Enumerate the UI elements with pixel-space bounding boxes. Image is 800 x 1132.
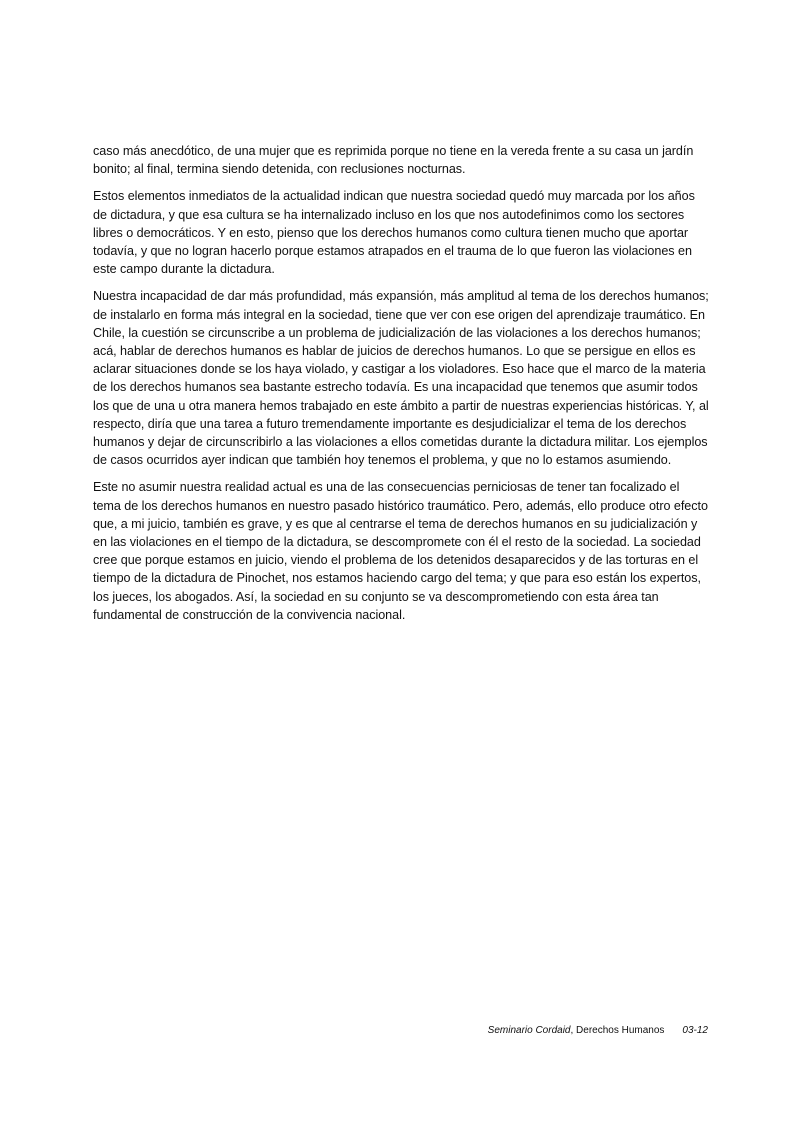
paragraph-4: Este no asumir nuestra realidad actual es una de las consecuencias perniciosas de tener tan focalizado el tema de los derechos humanos en nuestro pasado histórico traumático. Pero, además, ello produce otro efecto que, a mi juicio, también es grave, y es que al centrarse el tema de derechos humanos en su judicialización y en las violaciones en el tiempo de la dictadura, se descompromete con él el resto de la sociedad. La sociedad cree que porque estamos en juicio, viendo el problema de los detenidos desaparecidos y de las torturas en el tiempo de la dictadura de Pinochet, nos estamos haciendo cargo del tema; y que para eso están los expertos, los jueces, los abogados. Así, la sociedad en su conjunto se va descomprometiendo con esta área tan fundamental de construcción de la convivencia nacional. [93, 480, 708, 622]
paragraph-3: Nuestra incapacidad de dar más profundidad, más expansión, más amplitud al tema de los derechos humanos; de instalarlo en forma más integral en la sociedad, tiene que ver con ese origen del aprendizaje traumático. En Chile, la cuestión se circunscribe a un problema de judicialización de las violaciones a los derechos humanos; acá, hablar de derechos humanos es hablar de juicios de derechos humanos. Lo que se persigue en ellos es aclarar situaciones donde se los haya violado, y castigar a los violadores. Eso hace que el marco de la materia de los derechos humanos sea bastante estrecho todavía. Es una incapacidad que tenemos que asumir todos los que de una u otra manera hemos trabajado en este ámbito a partir de nuestras experiencias históricas. Y, al respecto, diría que una tarea a futuro tremendamente importante es desjudicializar el tema de los derechos humanos y dejar de circunscribirlo a las violaciones a ellos cometidas durante la dictadura militar. Los ejemplos de casos ocurridos ayer indican que también hoy tenemos el problema, y que no lo estamos asumiendo. [93, 289, 709, 468]
footer-page-number: 03-12 [682, 1025, 708, 1036]
paragraph-2: Estos elementos inmediatos de la actualidad indican que nuestra sociedad quedó muy marcada por los años de dictadura, y que esa cultura se ha internalizado incluso en los que nos autodefinimos como los sectores libres o democráticos. Y en esto, pienso que los derechos humanos como cultura tienen mucho que aportar todavía, y que no logran hacerlo porque estamos atrapados en el trauma de lo que fueron las violaciones en este campo durante la dictadura. [93, 189, 695, 277]
footer-publication-subtitle: , Derechos Humanos [570, 1025, 665, 1036]
page-footer [400, 1025, 708, 1037]
footer-publication-title: Seminario Cordaid [487, 1025, 571, 1036]
document-body [93, 142, 709, 633]
paragraph-1: caso más anecdótico, de una mujer que es reprimida porque no tiene en la vereda frente a su casa un jardín bonito; al final, termina siendo detenida, con reclusiones nocturnas. [93, 144, 694, 177]
